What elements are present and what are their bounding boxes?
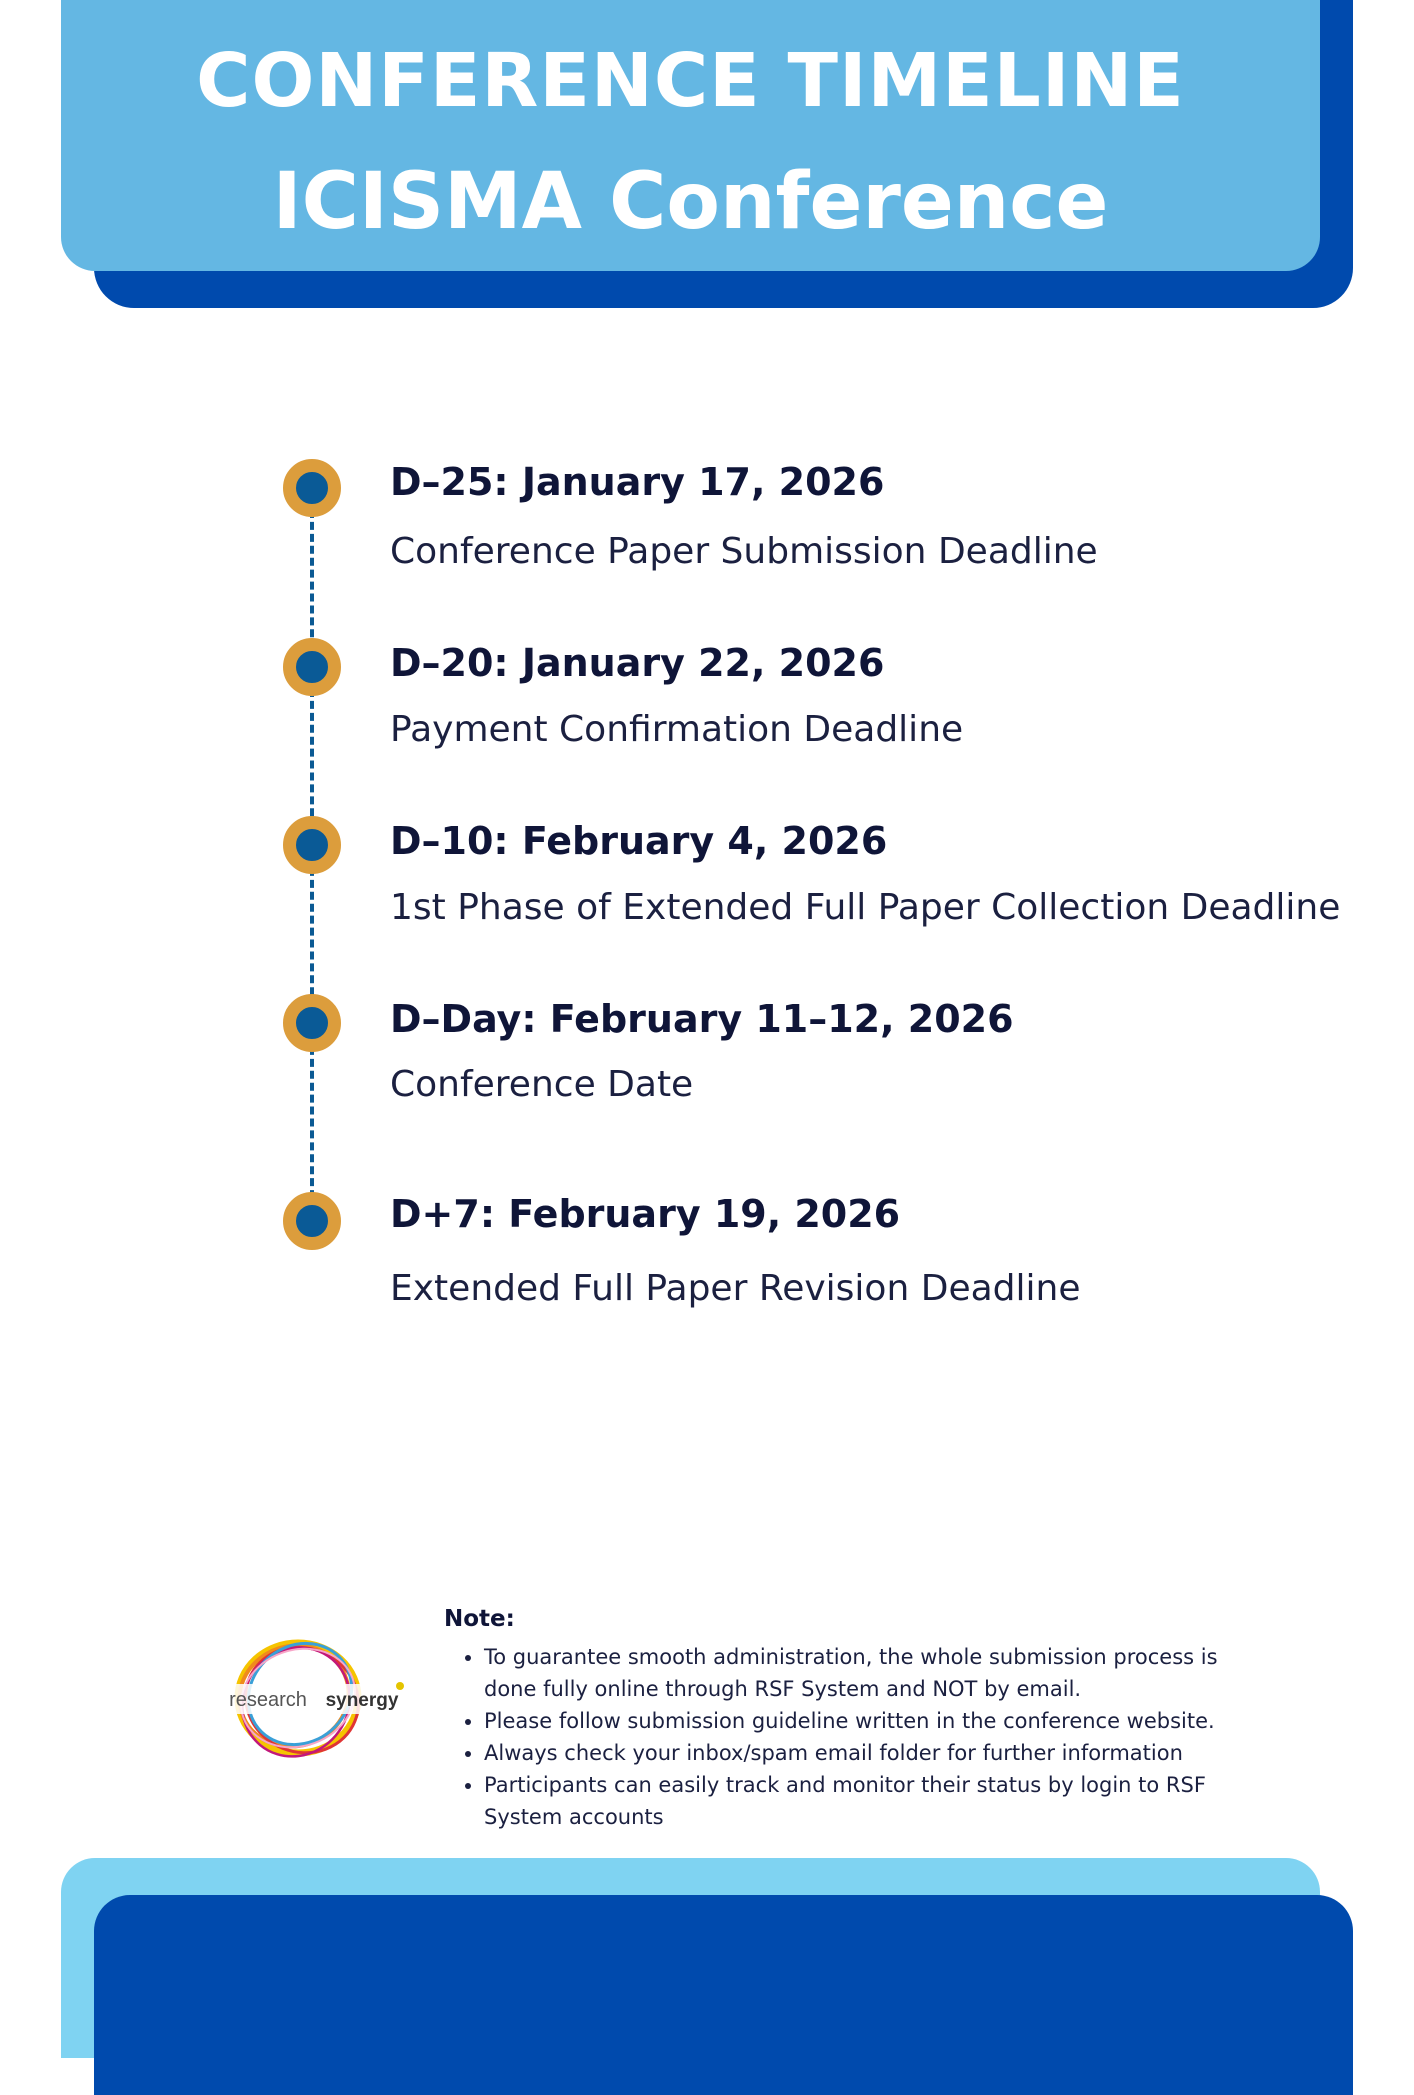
conference-name: ICISMA Conference [272,157,1109,247]
note-title: Note: [444,1606,515,1632]
note-list [452,1641,1274,1833]
research-synergy-logo [198,1632,408,1764]
logo-word-research: research [229,1689,307,1711]
note-item: • Participants can easily track and monitor their status by login to RSF System accounts [484,1769,1274,1833]
milestone-date: D–20: January 22, 2026 [390,641,885,685]
timeline-dot-icon [283,994,341,1052]
logo-word-synergy: synergy [325,1690,399,1711]
timeline-dot-icon [283,1192,341,1250]
note-item: • Please follow submission guideline written in the conference website. [484,1705,1274,1737]
milestone-date: D+7: February 19, 2026 [390,1192,901,1236]
milestone-description: Conference Paper Submission Deadline [390,531,1098,572]
timeline-dot-icon [283,638,341,696]
milestone-description: Conference Date [390,1064,694,1105]
milestone-date: D–Day: February 11–12, 2026 [390,997,1014,1041]
milestone-date: D–25: January 17, 2026 [390,460,885,504]
milestone-date: D–10: February 4, 2026 [390,819,888,863]
page-title: CONFERENCE TIMELINE [196,38,1185,124]
milestone-description: Payment Confirmation Deadline [390,709,964,750]
timeline-dot-icon [283,816,341,874]
note-item: • Always check your inbox/spam email folder for further information [484,1737,1274,1769]
footer-bar [94,1895,1353,2095]
milestone-description: Extended Full Paper Revision Deadline [390,1268,1081,1309]
timeline-dot-icon [283,459,341,517]
note-item: • To guarantee smooth administration, the whole submission process is done fully online through RSF System and NOT by email. [484,1641,1274,1705]
milestone-description: 1st Phase of Extended Full Paper Collection Deadline [390,887,1341,928]
